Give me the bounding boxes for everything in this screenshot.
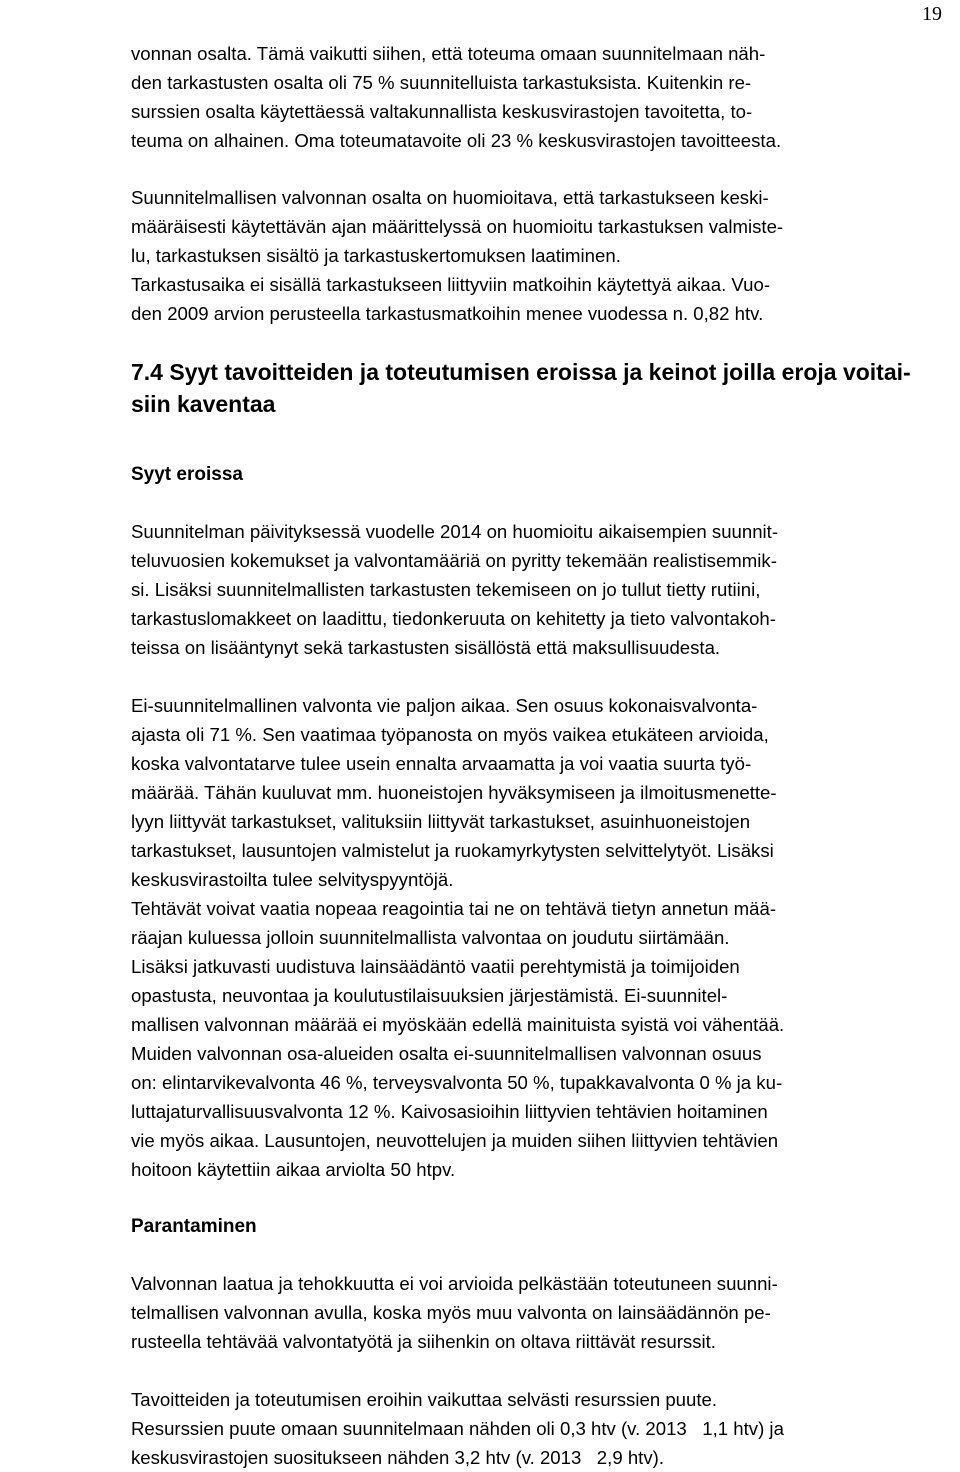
text-line: vonnan osalta. Tämä vaikutti siihen, että toteuma omaan suunnitelmaan näh- xyxy=(131,43,766,64)
paragraph-inspection-outcome xyxy=(131,39,960,155)
text-line: Lisäksi jatkuvasti uudistuva lainsäädäntö vaatii perehtymistä ja toimijoiden xyxy=(131,956,740,977)
text-line: keskusvirastojen suositukseen nähden 3,2 htv (v. 2013 2,9 htv). xyxy=(131,1447,664,1468)
text-line: opastusta, neuvontaa ja koulutustilaisuuksien järjestämistä. Ei-suunnitel- xyxy=(131,985,728,1006)
text-line: teissa on lisääntynyt sekä tarkastusten sisällöstä että maksullisuudesta. xyxy=(131,637,721,658)
text-line: ajasta oli 71 %. Sen vaatimaa työpanosta on myös vaikea etukäteen arvioida, xyxy=(131,724,769,745)
paragraph-quality-assessment xyxy=(131,1269,960,1356)
text-line: teluvuosien kokemukset ja valvontamääriä on pyritty tekemään realistisemmik- xyxy=(131,550,777,571)
paragraph-plan-update xyxy=(131,517,960,662)
text-line: Suunnitelmallisen valvonnan osalta on huomioitava, että tarkastukseen keski- xyxy=(131,187,769,208)
text-line: tarkastukset, lausuntojen valmistelut ja ruokamyrkytysten selvittelytyöt. Lisäksi xyxy=(131,840,774,861)
text-line: Suunnitelman päivityksessä vuodelle 2014 on huomioitu aikaisempien suunnit- xyxy=(131,521,779,542)
text-line: Tarkastusaika ei sisällä tarkastukseen liittyviin matkoihin käytettyä aikaa. Vuo- xyxy=(131,274,771,295)
text-line: koska valvontatarve tulee usein ennalta arvaamatta ja voi vaatia suurta työ- xyxy=(131,753,752,774)
text-line: Muiden valvonnan osa-alueiden osalta ei-suunnitelmallisen valvonnan osuus xyxy=(131,1043,762,1064)
page-number: 19 xyxy=(922,3,942,25)
text-line: määrää. Tähän kuuluvat mm. huoneistojen hyväksymiseen ja ilmoitusmenette- xyxy=(131,782,777,803)
paragraph-resource-shortage xyxy=(131,1385,960,1472)
text-line: teuma on alhainen. Oma toteumatavoite oli 23 % keskusvirastojen tavoitteesta. xyxy=(131,130,782,151)
text-line: Resurssien puute omaan suunnitelmaan nähden oli 0,3 htv (v. 2013 1,1 htv) ja xyxy=(131,1418,784,1439)
heading-line: 7.4 Syyt tavoitteiden ja toteutumisen eroissa ja keinot joilla eroja voitai- xyxy=(131,359,911,385)
text-line: keskusvirastoilta tulee selvityspyyntöjä. xyxy=(131,869,454,890)
text-line: rusteella tehtävää valvontatyötä ja siihenkin on oltava riittävät resurssit. xyxy=(131,1331,716,1352)
text-line: on: elintarvikevalvonta 46 %, terveysvalvonta 50 %, tupakkavalvonta 0 % ja ku- xyxy=(131,1072,783,1093)
text-line: Ei-suunnitelmallinen valvonta vie paljon aikaa. Sen osuus kokonaisvalvonta- xyxy=(131,695,758,716)
paragraph-planned-supervision xyxy=(131,183,960,328)
text-line: den 2009 arvion perusteella tarkastusmatkoihin menee vuodessa n. 0,82 htv. xyxy=(131,303,764,324)
section-heading xyxy=(131,356,960,420)
text-line: lyyn liittyvät tarkastukset, valituksiin liittyvät tarkastukset, asuinhuoneistojen xyxy=(131,811,751,832)
subheading-improvement: Parantaminen xyxy=(131,1216,257,1237)
text-line: Valvonnan laatua ja tehokkuutta ei voi arvioida pelkästään toteutuneen suunni- xyxy=(131,1273,778,1294)
subheading-causes: Syyt eroissa xyxy=(131,464,243,485)
paragraph-unplanned-supervision xyxy=(131,691,960,1184)
text-line: lu, tarkastuksen sisältö ja tarkastuskertomuksen laatiminen. xyxy=(131,245,621,266)
text-line: si. Lisäksi suunnitelmallisten tarkastusten tekemiseen on jo tullut tietty rutiini, xyxy=(131,579,761,600)
text-line: surssien osalta käytettäessä valtakunnallista keskusvirastojen tavoitetta, to- xyxy=(131,101,753,122)
text-line: määräisesti käytettävän ajan määrittelyssä on huomioitu tarkastuksen valmiste- xyxy=(131,216,784,237)
text-line: luttajaturvallisuusvalvonta 12 %. Kaivosasioihin liittyvien tehtävien hoitaminen xyxy=(131,1101,768,1122)
text-line: vie myös aikaa. Lausuntojen, neuvottelujen ja muiden siihen liittyvien tehtävien xyxy=(131,1130,779,1151)
text-line: mallisen valvonnan määrää ei myöskään edellä mainituista syistä voi vähentää. xyxy=(131,1014,785,1035)
text-line: hoitoon käytettiin aikaa arviolta 50 htpv. xyxy=(131,1159,456,1180)
text-line: tarkastuslomakkeet on laadittu, tiedonkeruuta on kehitetty ja tieto valvontakoh- xyxy=(131,608,776,629)
text-line: Tavoitteiden ja toteutumisen eroihin vaikuttaa selvästi resurssien puute. xyxy=(131,1389,718,1410)
text-line: räajan kuluessa jolloin suunnitelmallista valvontaa on joudutu siirtämään. xyxy=(131,927,730,948)
heading-line: siin kaventaa xyxy=(131,391,276,417)
text-line: Tehtävät voivat vaatia nopeaa reagointia tai ne on tehtävä tietyn annetun mää- xyxy=(131,898,777,919)
text-line: den tarkastusten osalta oli 75 % suunnitelluista tarkastuksista. Kuitenkin re- xyxy=(131,72,752,93)
text-line: telmallisen valvonnan avulla, koska myös muu valvonta on lainsäädännön pe- xyxy=(131,1302,771,1323)
document-body xyxy=(131,39,960,1472)
